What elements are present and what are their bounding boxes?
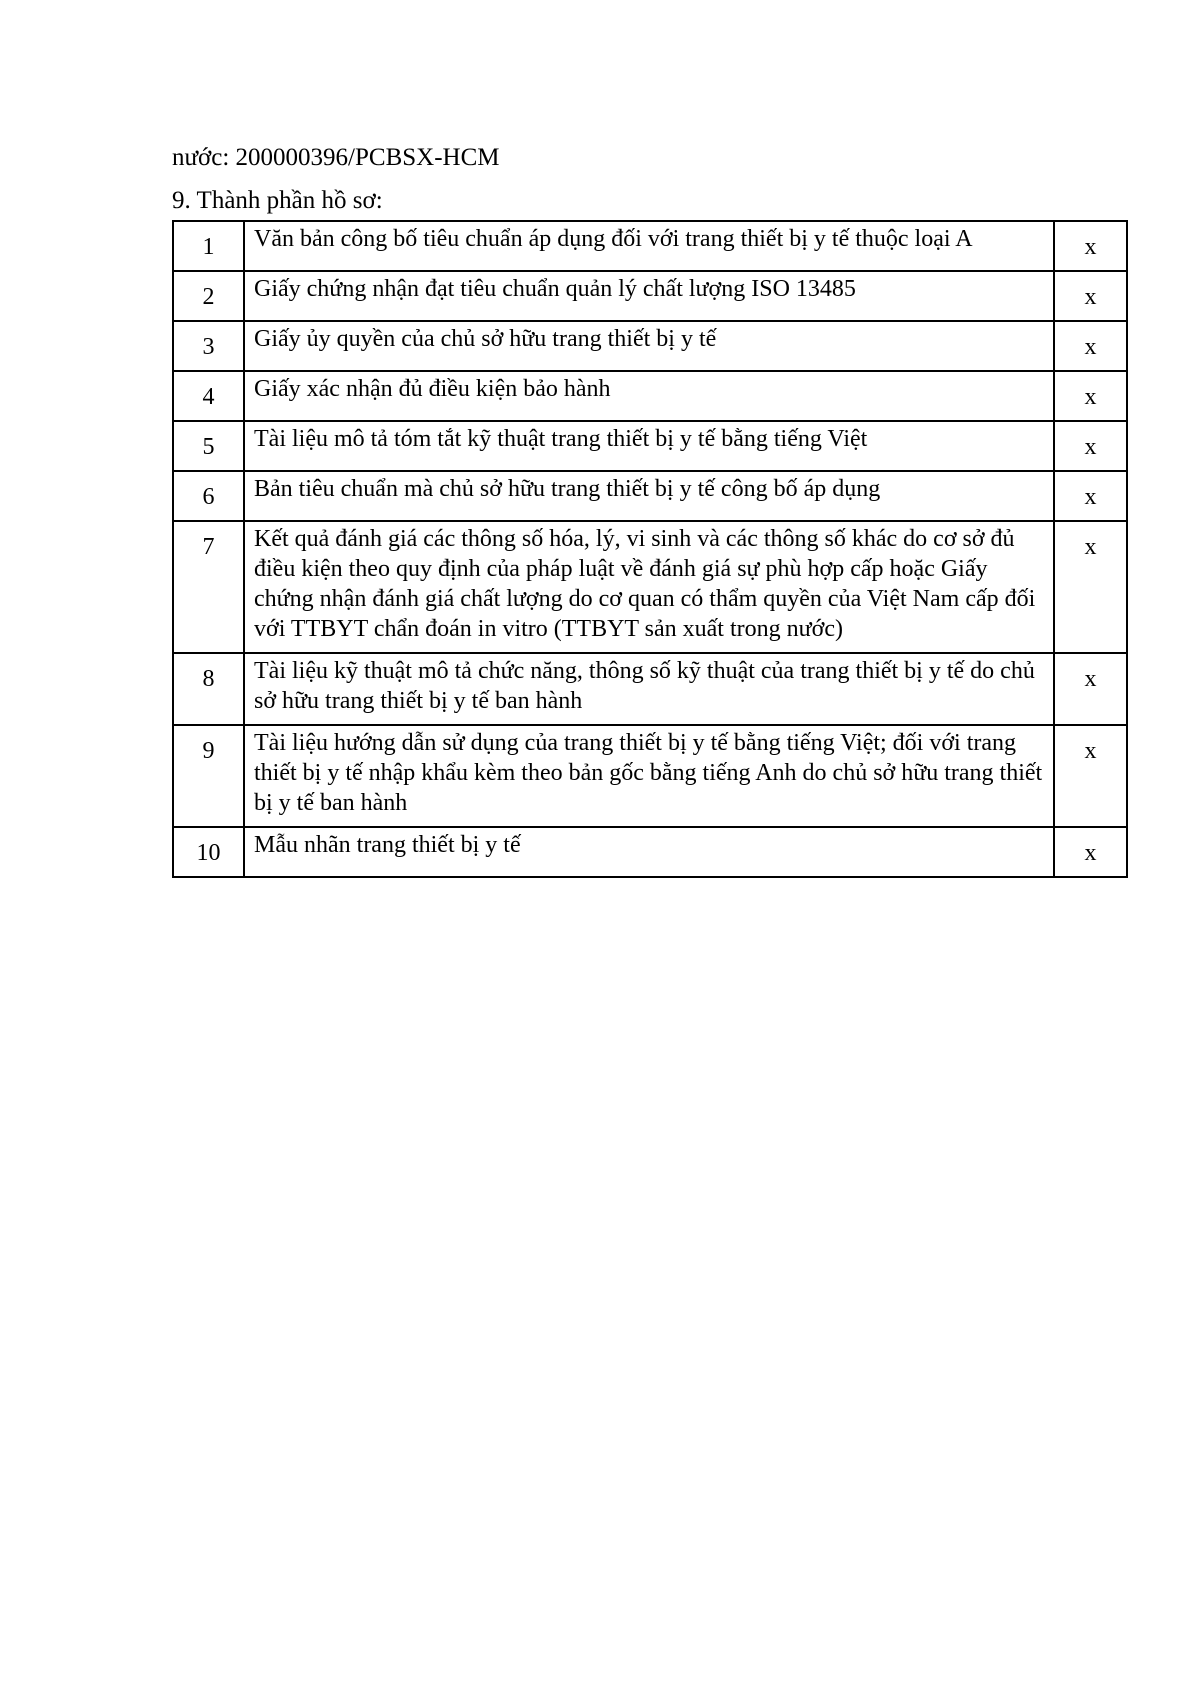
check-mark: x	[1054, 725, 1127, 827]
check-mark: x	[1054, 321, 1127, 371]
row-number: 10	[173, 827, 244, 877]
documents-table	[172, 220, 1128, 878]
check-mark: x	[1054, 271, 1127, 321]
row-number: 9	[173, 725, 244, 827]
document-description: Bản tiêu chuẩn mà chủ sở hữu trang thiết bị y tế công bố áp dụng	[244, 471, 1054, 521]
check-mark: x	[1054, 521, 1127, 653]
table-row	[173, 421, 1127, 471]
check-mark: x	[1054, 221, 1127, 271]
table-row	[173, 827, 1127, 877]
documents-table-body	[173, 221, 1127, 877]
check-mark: x	[1054, 653, 1127, 725]
table-row	[173, 521, 1127, 653]
continuation-line: nước: 200000396/PCBSX-HCM	[172, 144, 500, 171]
section-heading: 9. Thành phần hồ sơ:	[172, 187, 383, 214]
document-description: Giấy xác nhận đủ điều kiện bảo hành	[244, 371, 1054, 421]
check-mark: x	[1054, 827, 1127, 877]
table-row	[173, 271, 1127, 321]
row-number: 2	[173, 271, 244, 321]
check-mark: x	[1054, 471, 1127, 521]
check-mark: x	[1054, 421, 1127, 471]
document-description: Giấy chứng nhận đạt tiêu chuẩn quản lý chất lượng ISO 13485	[244, 271, 1054, 321]
table-row	[173, 221, 1127, 271]
document-description: Kết quả đánh giá các thông số hóa, lý, vi sinh và các thông số khác do cơ sở đủ điều kiện theo quy định của pháp luật về đánh giá sự phù hợp cấp hoặc Giấy chứng nhận đánh giá chất lượng do cơ quan có thẩm quyền của Việt Nam cấp đối với TTBYT chẩn đoán in vitro (TTBYT sản xuất trong nước)	[244, 521, 1054, 653]
document-description: Mẫu nhãn trang thiết bị y tế	[244, 827, 1054, 877]
row-number: 4	[173, 371, 244, 421]
check-mark: x	[1054, 371, 1127, 421]
table-row	[173, 321, 1127, 371]
row-number: 8	[173, 653, 244, 725]
table-row	[173, 653, 1127, 725]
row-number: 1	[173, 221, 244, 271]
table-row	[173, 725, 1127, 827]
table-row	[173, 371, 1127, 421]
row-number: 5	[173, 421, 244, 471]
document-description: Giấy ủy quyền của chủ sở hữu trang thiết bị y tế	[244, 321, 1054, 371]
document-description: Tài liệu kỹ thuật mô tả chức năng, thông số kỹ thuật của trang thiết bị y tế do chủ sở hữu trang thiết bị y tế ban hành	[244, 653, 1054, 725]
document-description: Tài liệu mô tả tóm tắt kỹ thuật trang thiết bị y tế bằng tiếng Việt	[244, 421, 1054, 471]
row-number: 3	[173, 321, 244, 371]
document-description: Văn bản công bố tiêu chuẩn áp dụng đối với trang thiết bị y tế thuộc loại A	[244, 221, 1054, 271]
row-number: 7	[173, 521, 244, 653]
document-description: Tài liệu hướng dẫn sử dụng của trang thiết bị y tế bằng tiếng Việt; đối với trang thiết bị y tế nhập khẩu kèm theo bản gốc bằng tiếng Anh do chủ sở hữu trang thiết bị y tế ban hành	[244, 725, 1054, 827]
row-number: 6	[173, 471, 244, 521]
table-row	[173, 471, 1127, 521]
